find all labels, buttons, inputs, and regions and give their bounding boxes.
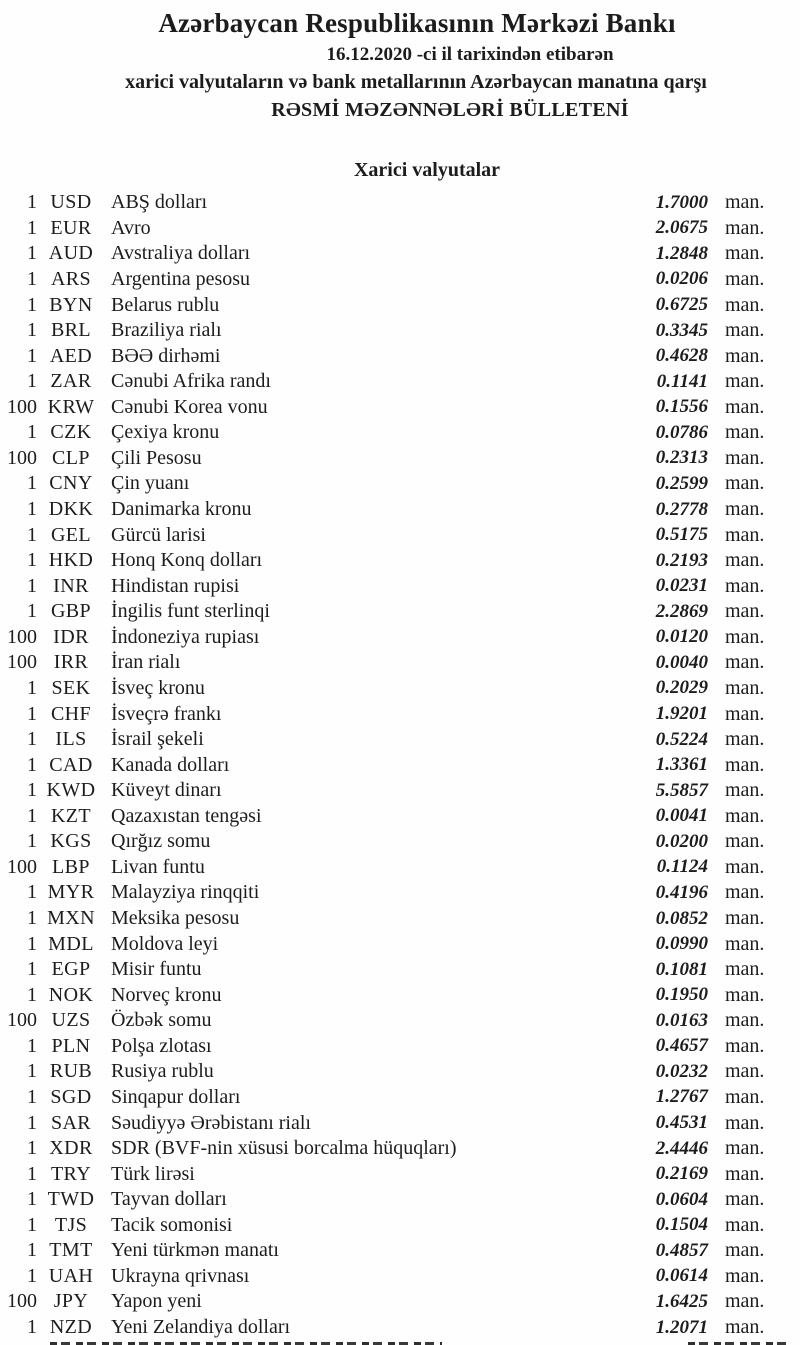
rate-row	[0, 599, 800, 625]
rate-value: 0.4628	[655, 345, 708, 367]
unit-label: man.	[725, 1239, 765, 1262]
unit-label: man.	[725, 498, 765, 521]
currency-name: ABŞ dolları	[111, 191, 208, 214]
quantity: 1	[27, 498, 37, 521]
quantity: 100	[7, 855, 37, 878]
currency-code: KGS	[50, 830, 92, 853]
rate-value: 2.4446	[655, 1137, 708, 1159]
currency-name: İsrail şekeli	[111, 728, 204, 751]
rate-value: 0.0200	[655, 830, 708, 852]
rate-value: 0.0604	[655, 1188, 708, 1210]
rate-value: 0.2778	[655, 498, 708, 520]
rate-value: 2.2869	[655, 600, 708, 622]
currency-name: Çin yuanı	[111, 472, 190, 495]
rate-value: 1.2848	[655, 242, 708, 264]
rate-value: 1.7000	[655, 191, 708, 213]
subject-line: xarici valyutaların və bank metallarının Azərbaycan manatına qarşı	[125, 71, 707, 93]
unit-label: man.	[725, 1034, 765, 1057]
rate-value: 0.1141	[656, 370, 708, 392]
unit-label: man.	[725, 907, 765, 930]
currency-code: XDR	[49, 1137, 93, 1160]
unit-label: man.	[725, 676, 765, 699]
currency-name: Avro	[111, 216, 151, 239]
quantity: 1	[27, 242, 37, 265]
rate-value: 0.0120	[655, 626, 708, 648]
rate-value: 1.2071	[655, 1316, 708, 1338]
currency-code: SEK	[51, 676, 91, 699]
rate-row	[0, 752, 800, 778]
currency-name: Avstraliya dolları	[111, 242, 251, 265]
quantity: 100	[7, 1009, 37, 1032]
currency-code: ARS	[50, 267, 92, 290]
currency-code: DKK	[48, 498, 94, 521]
rate-row	[0, 1085, 800, 1111]
unit-label: man.	[725, 1264, 765, 1287]
quantity: 100	[7, 1290, 37, 1313]
currency-name: Sinqapur dolları	[111, 1085, 241, 1108]
rate-value: 5.5857	[655, 779, 708, 801]
unit-label: man.	[725, 472, 765, 495]
rate-value: 0.2313	[655, 447, 708, 469]
rate-value: 1.9201	[655, 703, 708, 725]
rate-row	[0, 267, 800, 293]
unit-label: man.	[725, 932, 765, 955]
currency-name: Honq Konq dolları	[111, 549, 263, 572]
unit-label: man.	[725, 1009, 765, 1032]
effective-date-line: 16.12.2020 -ci il tarixindən etibarən	[326, 44, 614, 65]
quantity: 1	[27, 1111, 37, 1134]
rate-value: 0.4857	[655, 1239, 708, 1261]
rate-row	[0, 292, 800, 318]
rate-value: 2.0675	[655, 217, 708, 239]
quantity: 100	[7, 395, 37, 418]
rate-value: 0.4657	[655, 1035, 708, 1057]
quantity: 1	[27, 1137, 37, 1160]
rate-value: 0.0232	[655, 1060, 708, 1082]
rate-row	[0, 1008, 800, 1034]
currency-name: Çili Pesosu	[111, 446, 202, 469]
quantity: 1	[27, 216, 37, 239]
unit-label: man.	[725, 1213, 765, 1236]
rate-value: 0.0041	[655, 805, 708, 827]
currency-name: BƏƏ dirhəmi	[111, 344, 221, 367]
quantity: 100	[7, 651, 37, 674]
quantity: 1	[27, 753, 37, 776]
rate-value: 0.0231	[655, 575, 708, 597]
currency-name: Polşa zlotası	[111, 1034, 212, 1057]
rate-row	[0, 446, 800, 472]
quantity: 1	[27, 574, 37, 597]
currency-name: Braziliya rialı	[111, 319, 222, 342]
rate-value: 0.5175	[655, 524, 708, 546]
currency-name: Kanada dolları	[111, 753, 230, 776]
quantity: 1	[27, 523, 37, 546]
quantity: 1	[27, 472, 37, 495]
unit-label: man.	[725, 293, 765, 316]
unit-label: man.	[725, 804, 765, 827]
quantity: 1	[27, 958, 37, 981]
unit-label: man.	[725, 728, 765, 751]
rate-value: 0.0786	[655, 421, 708, 443]
rate-row	[0, 676, 800, 702]
currency-code: CZK	[50, 421, 92, 444]
currency-code: EGP	[51, 958, 91, 981]
quantity: 1	[27, 421, 37, 444]
rate-row	[0, 855, 800, 881]
currency-code: MYR	[47, 881, 95, 904]
quantity: 1	[27, 191, 37, 214]
currency-name: Küveyt dinarı	[111, 779, 222, 802]
rate-value: 0.4531	[655, 1112, 708, 1134]
currency-code: JPY	[53, 1290, 89, 1313]
quantity: 1	[27, 728, 37, 751]
unit-label: man.	[725, 625, 765, 648]
currency-code: TRY	[50, 1162, 92, 1185]
currency-name: İsveç kronu	[111, 676, 205, 699]
unit-label: man.	[725, 191, 765, 214]
currency-code: CLP	[52, 446, 90, 469]
quantity: 1	[27, 600, 37, 623]
rate-value: 0.2193	[655, 549, 708, 571]
rate-value: 0.3345	[655, 319, 708, 341]
unit-label: man.	[725, 344, 765, 367]
rate-value: 0.1081	[655, 958, 708, 980]
rate-row	[0, 395, 800, 421]
currency-code: BYN	[49, 293, 93, 316]
currency-name: Çexiya kronu	[111, 421, 220, 444]
currency-name: Qazaxıstan tengəsi	[111, 804, 262, 827]
rate-row	[0, 497, 800, 523]
unit-label: man.	[725, 702, 765, 725]
rate-value: 0.0206	[655, 268, 708, 290]
rate-value: 0.2169	[655, 1163, 708, 1185]
quantity: 1	[27, 1239, 37, 1262]
rate-row	[0, 1161, 800, 1187]
quantity: 1	[27, 344, 37, 367]
unit-label: man.	[725, 549, 765, 572]
currency-code: CHF	[50, 702, 92, 725]
currency-code: SAR	[50, 1111, 92, 1134]
rate-row	[0, 804, 800, 830]
rate-value: 0.2599	[655, 472, 708, 494]
currency-code: SGD	[50, 1085, 92, 1108]
currency-code: CAD	[49, 753, 93, 776]
unit-label: man.	[725, 830, 765, 853]
unit-label: man.	[725, 1162, 765, 1185]
unit-label: man.	[725, 523, 765, 546]
rate-row	[0, 880, 800, 906]
currency-code: GBP	[50, 600, 92, 623]
rate-value: 0.1124	[656, 856, 708, 878]
currency-code: IDR	[53, 625, 89, 648]
currency-name: Hindistan rupisi	[111, 574, 240, 597]
rate-row	[0, 420, 800, 446]
currency-name: Malayziya rinqqiti	[111, 881, 260, 904]
currency-name: Özbək somu	[111, 1009, 212, 1032]
cutoff-row-remnant-left	[50, 1341, 442, 1345]
unit-label: man.	[725, 216, 765, 239]
currency-name: Livan funtu	[111, 855, 205, 878]
currency-name: Cənubi Korea vonu	[111, 395, 268, 418]
unit-label: man.	[725, 855, 765, 878]
currency-code: UAH	[48, 1264, 94, 1287]
unit-label: man.	[725, 1290, 765, 1313]
rate-value: 0.1556	[655, 396, 708, 418]
unit-label: man.	[725, 1188, 765, 1211]
currency-name: Cənubi Afrika randı	[111, 370, 271, 393]
quantity: 1	[27, 1162, 37, 1185]
rate-row	[0, 625, 800, 651]
currency-code: MDL	[48, 932, 94, 955]
rate-row	[0, 650, 800, 676]
currency-code: PLN	[51, 1034, 91, 1057]
quantity: 1	[27, 1188, 37, 1211]
quantity: 1	[27, 549, 37, 572]
rate-row	[0, 1034, 800, 1060]
quantity: 1	[27, 267, 37, 290]
rate-row	[0, 343, 800, 369]
rate-value: 1.3361	[655, 754, 708, 776]
currency-code: CNY	[49, 472, 93, 495]
currency-name: İran rialı	[111, 651, 181, 674]
currency-name: İndoneziya rupiası	[111, 625, 260, 648]
bulletin-title: RƏSMİ MƏZƏNNƏLƏRİ BÜLLETENİ	[271, 99, 629, 121]
unit-label: man.	[725, 574, 765, 597]
quantity: 1	[27, 1060, 37, 1083]
currency-code: EUR	[50, 216, 92, 239]
currency-code: LBP	[52, 855, 90, 878]
currency-name: Gürcü larisi	[111, 523, 206, 546]
rate-row	[0, 1238, 800, 1264]
currency-code: AUD	[48, 242, 94, 265]
rate-row	[0, 241, 800, 267]
rate-row	[0, 190, 800, 216]
rate-row	[0, 778, 800, 804]
unit-label: man.	[725, 446, 765, 469]
currency-name: Yeni türkmən manatı	[111, 1239, 279, 1262]
rate-value: 0.1950	[655, 984, 708, 1006]
quantity: 1	[27, 881, 37, 904]
currency-name: SDR (BVF-nin xüsusi borcalma hüquqları)	[111, 1137, 457, 1160]
exchange-rates-table	[0, 190, 800, 1340]
rate-value: 0.0990	[655, 933, 708, 955]
rate-row	[0, 829, 800, 855]
rate-value: 0.0852	[655, 907, 708, 929]
unit-label: man.	[725, 1316, 765, 1339]
rate-row	[0, 522, 800, 548]
rate-row	[0, 1187, 800, 1213]
unit-label: man.	[725, 1137, 765, 1160]
quantity: 100	[7, 446, 37, 469]
rate-row	[0, 727, 800, 753]
unit-label: man.	[725, 651, 765, 674]
currency-name: Argentina pesosu	[111, 267, 251, 290]
currency-name: Tayvan dolları	[111, 1188, 227, 1211]
unit-label: man.	[725, 370, 765, 393]
rate-row	[0, 216, 800, 242]
currency-code: TJS	[54, 1213, 88, 1236]
currency-code: KZT	[50, 804, 92, 827]
currency-name: Meksika pesosu	[111, 907, 240, 930]
unit-label: man.	[725, 1060, 765, 1083]
quantity: 1	[27, 370, 37, 393]
rate-row	[0, 1289, 800, 1315]
unit-label: man.	[725, 753, 765, 776]
quantity: 1	[27, 1264, 37, 1287]
quantity: 1	[27, 983, 37, 1006]
rate-row	[0, 1110, 800, 1136]
rate-row	[0, 573, 800, 599]
unit-label: man.	[725, 1085, 765, 1108]
rate-value: 0.2029	[655, 677, 708, 699]
currency-code: RUB	[49, 1060, 93, 1083]
currency-code: TMT	[49, 1239, 93, 1262]
rate-value: 0.4196	[655, 881, 708, 903]
currency-code: NOK	[48, 983, 94, 1006]
currency-code: KWD	[46, 779, 96, 802]
quantity: 1	[27, 702, 37, 725]
rate-row	[0, 1315, 800, 1341]
unit-label: man.	[725, 1111, 765, 1134]
currency-name: Moldova leyi	[111, 932, 219, 955]
section-title-foreign-currencies: Xarici valyutalar	[353, 159, 501, 181]
currency-code: USD	[50, 191, 92, 214]
quantity: 1	[27, 1213, 37, 1236]
currency-name: Səudiyyə Ərəbistanı rialı	[111, 1111, 311, 1134]
unit-label: man.	[725, 421, 765, 444]
rate-value: 0.0040	[655, 651, 708, 673]
currency-name: İngilis funt sterlinqi	[111, 600, 270, 623]
rate-row	[0, 1213, 800, 1239]
rate-value: 1.2767	[655, 1086, 708, 1108]
unit-label: man.	[725, 983, 765, 1006]
currency-code: MXN	[47, 907, 95, 930]
currency-name: Rusiya rublu	[111, 1060, 214, 1083]
currency-code: IRR	[53, 651, 89, 674]
currency-name: Danimarka kronu	[111, 498, 252, 521]
rate-value: 0.0163	[655, 1009, 708, 1031]
quantity: 1	[27, 907, 37, 930]
currency-code: INR	[53, 574, 89, 597]
currency-code: UZS	[51, 1009, 91, 1032]
cutoff-row-remnant-right	[688, 1341, 792, 1345]
unit-label: man.	[725, 319, 765, 342]
currency-code: AED	[49, 344, 93, 367]
rate-row	[0, 369, 800, 395]
rate-row	[0, 701, 800, 727]
quantity: 1	[27, 293, 37, 316]
currency-name: Tacik somonisi	[111, 1213, 233, 1236]
quantity: 1	[27, 932, 37, 955]
currency-name: Misir funtu	[111, 958, 202, 981]
unit-label: man.	[725, 779, 765, 802]
quantity: 1	[27, 1316, 37, 1339]
unit-label: man.	[725, 395, 765, 418]
unit-label: man.	[725, 600, 765, 623]
rate-value: 0.0614	[655, 1265, 708, 1287]
quantity: 1	[27, 779, 37, 802]
rate-row	[0, 1264, 800, 1290]
currency-code: TWD	[47, 1188, 95, 1211]
currency-code: KRW	[47, 395, 95, 418]
quantity: 1	[27, 1034, 37, 1057]
currency-code: GEL	[50, 523, 92, 546]
currency-name: Yapon yeni	[111, 1290, 202, 1313]
currency-name: Belarus rublu	[111, 293, 220, 316]
rate-row	[0, 982, 800, 1008]
unit-label: man.	[725, 881, 765, 904]
rate-value: 0.5224	[655, 728, 708, 750]
rate-row	[0, 548, 800, 574]
quantity: 1	[27, 319, 37, 342]
unit-label: man.	[725, 242, 765, 265]
currency-code: ILS	[55, 728, 87, 751]
currency-name: Qırğız somu	[111, 830, 211, 853]
rate-row	[0, 318, 800, 344]
currency-code: ZAR	[50, 370, 92, 393]
currency-code: BRL	[50, 319, 92, 342]
currency-name: Ukrayna qrivnası	[111, 1264, 250, 1287]
rate-row	[0, 1059, 800, 1085]
quantity: 1	[27, 676, 37, 699]
quantity: 1	[27, 804, 37, 827]
rate-value: 0.1504	[655, 1214, 708, 1236]
currency-code: NZD	[49, 1316, 93, 1339]
currency-name: Norveç kronu	[111, 983, 222, 1006]
rate-row	[0, 471, 800, 497]
currency-name: İsveçrə frankı	[111, 702, 222, 725]
quantity: 1	[27, 830, 37, 853]
quantity: 1	[27, 1085, 37, 1108]
rate-row	[0, 931, 800, 957]
bank-title: Azərbaycan Respublikasının Mərkəzi Bankı	[158, 8, 676, 38]
rate-row	[0, 1136, 800, 1162]
currency-name: Türk lirəsi	[111, 1162, 195, 1185]
unit-label: man.	[725, 958, 765, 981]
rate-value: 1.6425	[655, 1290, 708, 1312]
currency-name: Yeni Zelandiya dolları	[111, 1316, 291, 1339]
unit-label: man.	[725, 267, 765, 290]
currency-code: HKD	[48, 549, 94, 572]
quantity: 100	[7, 625, 37, 648]
rate-row	[0, 906, 800, 932]
rate-row	[0, 957, 800, 983]
rate-value: 0.6725	[655, 294, 708, 316]
